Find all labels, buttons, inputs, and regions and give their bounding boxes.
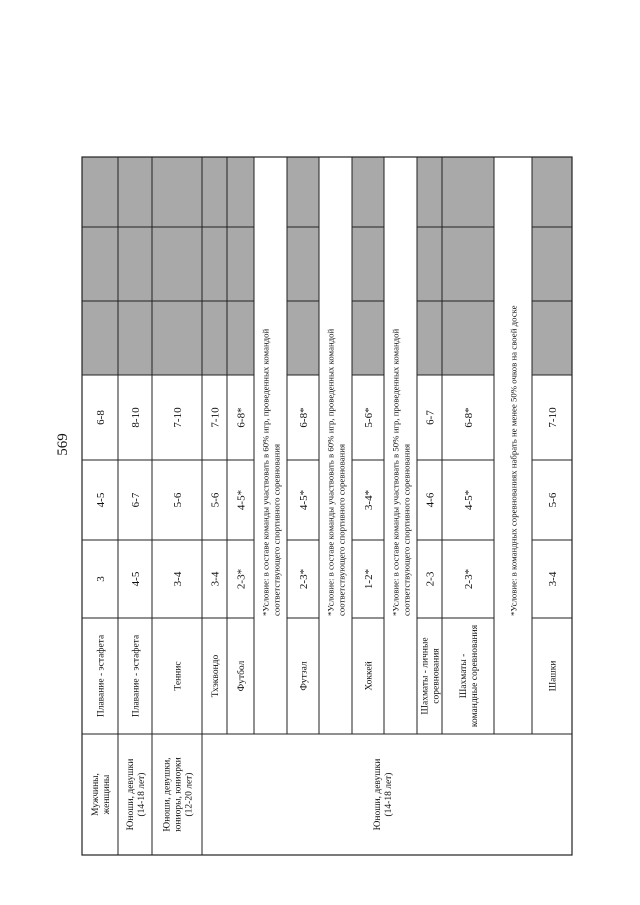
- rank-value: 6-8*: [235, 407, 248, 428]
- condition-note: *Условие: в составе команды участвовать в 50% игр, проведенных командой: [390, 328, 401, 616]
- rank-value: 2-3*: [298, 568, 310, 590]
- rank-value: 2-3*: [235, 568, 248, 590]
- rank-value: 3: [95, 576, 107, 582]
- age-group-label: Мужчины,: [90, 773, 101, 816]
- shaded-cell: [352, 157, 384, 375]
- condition-note: соответствующего спортивного соревнования: [336, 444, 347, 616]
- shaded-cell: [118, 157, 152, 375]
- rank-value: 6-7: [424, 410, 437, 425]
- sport-name: командные соревнования: [469, 624, 480, 728]
- sport-name: Плавание - эстафета: [96, 634, 107, 718]
- condition-note: *Условие: в составе команды участвовать в 60% игр, проведенных командой: [325, 328, 336, 616]
- rank-value: 6-7: [130, 492, 142, 508]
- shaded-cell: [417, 157, 442, 375]
- rank-value: 4-5: [130, 571, 142, 587]
- rank-value: 3-4*: [363, 489, 375, 511]
- merged-age-group-label: Юноши, девушки: [372, 758, 383, 831]
- rank-value: 4-5: [95, 492, 107, 508]
- shaded-cell: [287, 157, 319, 375]
- rank-value: 6-8: [95, 410, 107, 425]
- rank-value: 4-5*: [463, 489, 475, 511]
- sport-name: Шашки: [548, 660, 559, 692]
- rank-value: 5-6: [209, 492, 222, 508]
- shaded-cell: [442, 157, 494, 375]
- rank-value: 3-4: [209, 571, 222, 587]
- rank-value: 7-10: [209, 407, 222, 428]
- rank-value: 6-8*: [463, 407, 475, 428]
- age-group-label: женщины: [101, 774, 112, 815]
- shaded-cell: [532, 157, 572, 375]
- rank-value: 4-6: [424, 492, 437, 508]
- sport-name: Теннис: [173, 661, 184, 691]
- sport-name: Тхэквондо: [210, 654, 221, 698]
- sport-name: Шахматы - личные: [420, 637, 431, 715]
- shaded-cell: [82, 157, 118, 375]
- age-group-label: Юноши, девушки,: [162, 757, 173, 832]
- age-group-label: (14-18 лет): [136, 772, 147, 817]
- rank-value: 3-4: [547, 571, 559, 587]
- page-number: 569: [54, 433, 71, 456]
- rank-value: 2-3*: [463, 568, 475, 590]
- sport-name: Шахматы -: [458, 653, 469, 699]
- merged-age-group-label: (14-18 лет): [383, 772, 394, 817]
- sport-name: Футбол: [236, 660, 247, 692]
- rank-value: 4-5*: [298, 489, 310, 511]
- rank-value: 5-6: [172, 492, 184, 508]
- shaded-cell: [227, 157, 254, 375]
- condition-note: соответствующего спортивного соревнования: [271, 444, 282, 616]
- rank-value: 5-6*: [363, 407, 375, 428]
- rank-value: 5-6: [547, 492, 559, 508]
- rank-value: 8-10: [130, 407, 142, 428]
- sport-name: соревнования: [431, 648, 442, 704]
- rank-value: 1-2*: [363, 568, 375, 590]
- sport-name: Футзал: [299, 661, 310, 691]
- condition-note: соответствующего спортивного соревнования: [401, 444, 412, 616]
- rank-value: 4-5*: [235, 489, 248, 511]
- shaded-cell: [202, 157, 227, 375]
- rank-value: 2-3: [424, 571, 437, 587]
- age-group-label: Юноши, девушки: [125, 758, 136, 831]
- sport-name: Плавание - эстафета: [131, 634, 142, 718]
- condition-note: *Условие: в командных соревнованиях набрать не менее 50% очков на своей доске: [508, 305, 519, 616]
- rank-value: 3-4: [172, 571, 184, 587]
- rank-value: 7-10: [172, 407, 184, 428]
- rank-value: 6-8*: [298, 407, 310, 428]
- rank-value: 7-10: [547, 407, 559, 428]
- condition-note: *Условие: в составе команды участвовать в 60% игр, проведенных командой: [260, 328, 271, 616]
- shaded-cell: [152, 157, 202, 375]
- age-group-label: юниоры, юниорки: [173, 757, 184, 832]
- age-group-label: (12-20 лет): [184, 772, 195, 817]
- sport-name: Хоккей: [364, 661, 375, 691]
